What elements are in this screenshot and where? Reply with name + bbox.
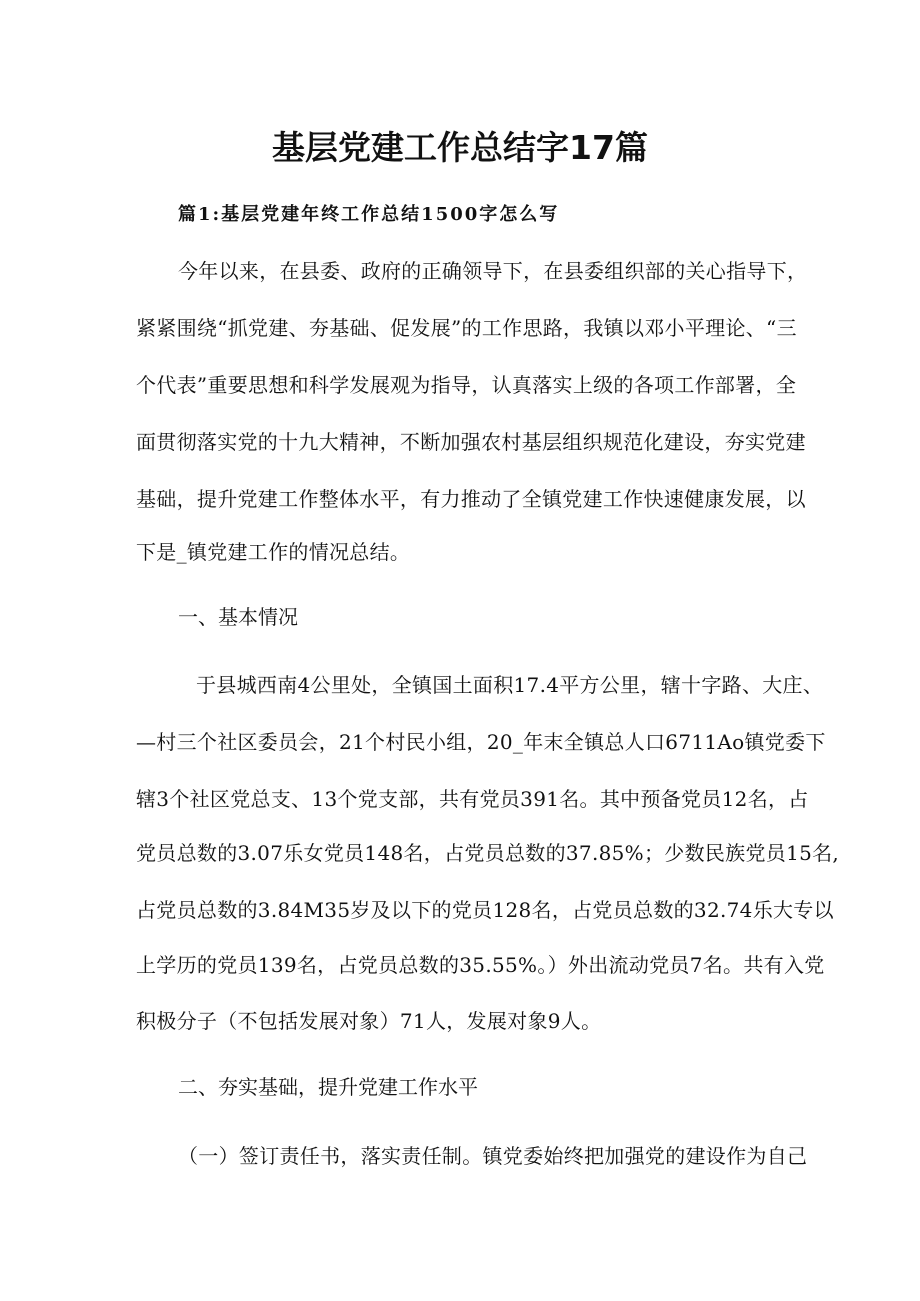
paragraph-1-line-2: 紧紧围绕“抓党建、夯基础、促发展”的工作思路，我镇以邓小平理论、“三: [136, 316, 797, 340]
paragraph-1-line-3: 个代表”重要思想和科学发展观为指导，认真落实上级的各项工作部署，全: [136, 373, 797, 397]
paragraph-2-line-1: 于县城西南4公里处，全镇国土面积17.4平方公里，辖十字路、大庄、: [196, 673, 824, 697]
paragraph-2-line-5: 占党员总数的3.84M35岁及以下的党员128名，占党员总数的32.74乐大专以: [136, 898, 834, 922]
section-heading-2: 二、夯实基础，提升党建工作水平: [178, 1075, 478, 1099]
paragraph-2-line-4: 党员总数的3.07乐女党员148名，占党员总数的37.85%；少数民族党员15名,: [136, 841, 840, 865]
section-heading-1: 一、基本情况: [178, 605, 298, 629]
paragraph-2-line-2: —村三个社区委员会，21个村民小组，20_年末全镇总人口6711Ao镇党委下: [136, 730, 826, 754]
paragraph-1-line-5: 基础，提升党建工作整体水平，有力推动了全镇党建工作快速健康发展，以: [136, 487, 806, 511]
document-subtitle: 篇1:基层党建年终工作总结1500字怎么写: [178, 204, 560, 225]
paragraph-1-line-4: 面贯彻落实党的十九大精神，不断加强农村基层组织规范化建设，夯实党建: [136, 430, 806, 454]
paragraph-2-line-7: 积极分子（不包括发展对象）71人，发展对象9人。: [136, 1009, 602, 1033]
paragraph-1-line-1: 今年以来，在县委、政府的正确领导下，在县委组织部的关心指导下，: [178, 259, 808, 283]
paragraph-2-line-3: 辖3个社区党总支、13个党支部，共有党员391名。其中预备党员12名，占: [136, 787, 809, 811]
paragraph-1-line-6: 下是_镇党建工作的情况总结。: [136, 540, 411, 564]
paragraph-3-line-1: （一）签订责任书，落实责任制。镇党委始终把加强党的建设作为自己: [178, 1144, 808, 1168]
paragraph-2-line-6: 上学历的党员139名，占党员总数的35.55%。）外出流动党员7名。共有入党: [136, 953, 825, 977]
document-title: 基层党建工作总结字17篇: [272, 128, 648, 167]
